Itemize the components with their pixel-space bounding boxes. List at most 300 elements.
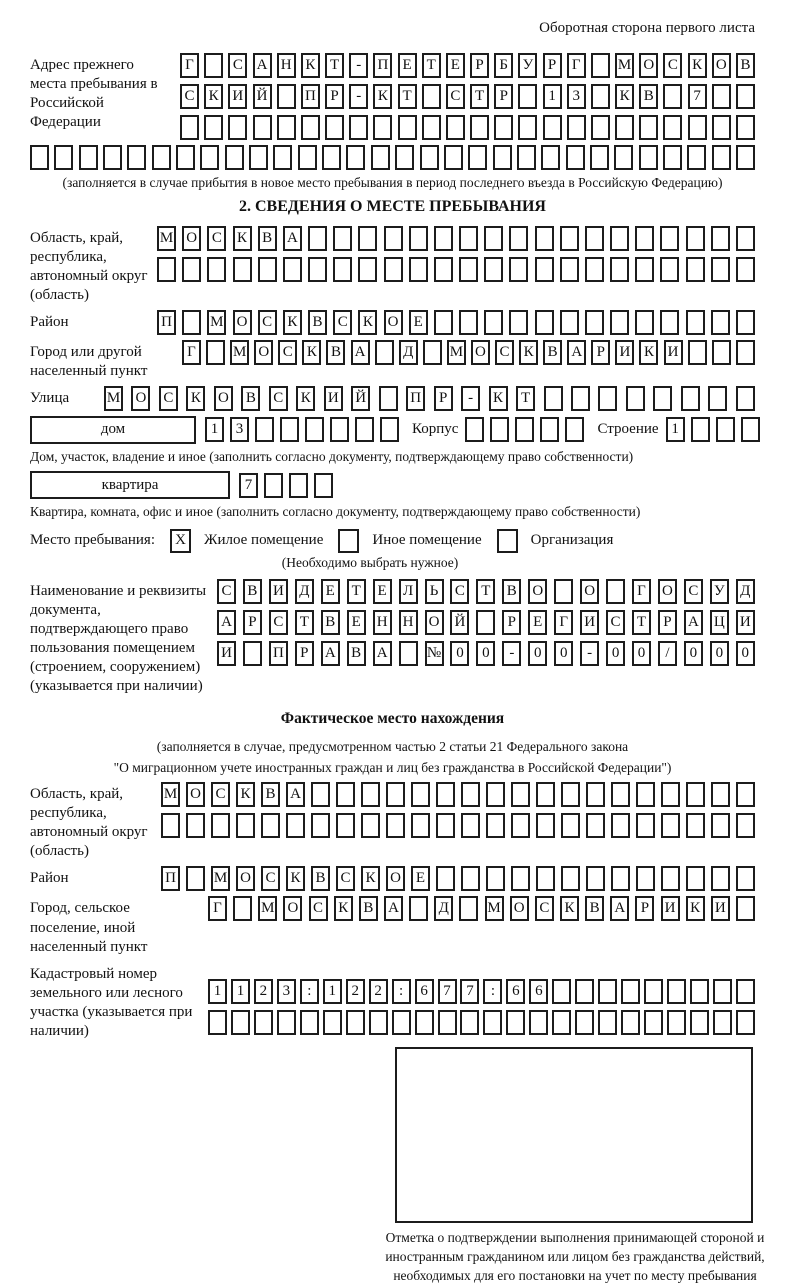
char-cell: [506, 1010, 525, 1035]
char-cell: Р: [434, 386, 453, 411]
char-cell: О: [639, 53, 658, 78]
char-cell: [691, 417, 710, 442]
char-cell: С: [261, 866, 280, 891]
char-cell: [273, 145, 292, 170]
char-cell: [644, 979, 663, 1004]
char-cell: [690, 1010, 709, 1035]
char-cell: С: [269, 610, 288, 635]
char-cell: А: [217, 610, 236, 635]
char-cell: 7: [460, 979, 479, 1004]
char-cell: С: [606, 610, 625, 635]
char-cell: [386, 782, 405, 807]
char-cell: [636, 866, 655, 891]
char-cell: [712, 340, 731, 365]
char-cell: [415, 1010, 434, 1035]
char-cell: [661, 866, 680, 891]
char-cell: В: [308, 310, 327, 335]
char-cell: [207, 257, 226, 282]
char-cell: [243, 641, 262, 666]
char-cell: И: [228, 84, 247, 109]
stay-option-residential-label: Жилое помещение: [204, 532, 324, 549]
char-cell: Г: [554, 610, 573, 635]
district-label: Район: [30, 313, 69, 330]
char-cell: [486, 813, 505, 838]
document-rows: [217, 579, 755, 666]
korpus-label: Корпус: [412, 421, 459, 438]
char-cell: М: [258, 896, 277, 921]
char-cell: О: [712, 53, 731, 78]
char-cell: [446, 115, 465, 140]
char-cell: [598, 1010, 617, 1035]
char-cell: [264, 473, 283, 498]
char-cell: А: [253, 53, 272, 78]
char-cell: К: [296, 386, 315, 411]
char-cell: [54, 145, 73, 170]
char-cell: [355, 417, 374, 442]
char-cell: [204, 115, 223, 140]
char-cell: [358, 257, 377, 282]
char-cell: [409, 226, 428, 251]
char-cell: А: [321, 641, 340, 666]
char-cell: [509, 310, 528, 335]
char-cell: -: [502, 641, 521, 666]
char-cell: М: [104, 386, 123, 411]
char-cell: [575, 1010, 594, 1035]
char-cell: О: [233, 310, 252, 335]
apartment-box: квартира: [30, 471, 230, 499]
char-cell: С: [535, 896, 554, 921]
char-cell: [621, 979, 640, 1004]
char-cell: [493, 145, 512, 170]
char-cell: М: [161, 782, 180, 807]
checkbox-organization[interactable]: [497, 529, 518, 553]
char-cell: А: [373, 641, 392, 666]
char-cell: [681, 386, 700, 411]
char-cell: [460, 1010, 479, 1035]
char-cell: 3: [567, 84, 586, 109]
char-cell: П: [406, 386, 425, 411]
char-cell: [736, 979, 755, 1004]
char-cell: [204, 53, 223, 78]
char-cell: [311, 782, 330, 807]
char-cell: 1: [543, 84, 562, 109]
char-cell: [438, 1010, 457, 1035]
actual-region-label: Область, край, республика, автономный округ (область): [30, 786, 148, 860]
char-cell: Е: [411, 866, 430, 891]
char-cell: [461, 866, 480, 891]
char-cell: [423, 340, 442, 365]
char-cell: С: [684, 579, 703, 604]
char-cell: [566, 145, 585, 170]
char-cell: [591, 115, 610, 140]
char-cell: 6: [415, 979, 434, 1004]
char-cell: [436, 866, 455, 891]
char-cell: [614, 145, 633, 170]
char-cell: 6: [506, 979, 525, 1004]
actual-city-label: Город, сельское поселение, иной населенный пункт: [30, 900, 148, 955]
char-cell: [736, 782, 755, 807]
char-cell: [346, 145, 365, 170]
char-cell: Т: [632, 610, 651, 635]
char-cell: И: [736, 610, 755, 635]
char-cell: И: [664, 340, 683, 365]
char-cell: [585, 310, 604, 335]
char-cell: [561, 782, 580, 807]
prev-address-overflow-row: [30, 145, 755, 170]
char-cell: В: [639, 84, 658, 109]
char-cell: [323, 1010, 342, 1035]
char-cell: С: [336, 866, 355, 891]
char-cell: [591, 84, 610, 109]
char-cell: В: [258, 226, 277, 251]
char-cell: 1: [231, 979, 250, 1004]
char-cell: [349, 115, 368, 140]
char-cell: [736, 84, 755, 109]
char-cell: К: [186, 386, 205, 411]
char-cell: [225, 145, 244, 170]
char-cell: [713, 1010, 732, 1035]
char-cell: [434, 310, 453, 335]
char-cell: [711, 866, 730, 891]
char-cell: Й: [351, 386, 370, 411]
char-cell: В: [543, 340, 562, 365]
stay-type-note: (Необходимо выбрать нужное): [281, 554, 459, 570]
char-cell: [231, 1010, 250, 1035]
char-cell: [494, 115, 513, 140]
char-cell: [561, 866, 580, 891]
apartment-cells: [239, 473, 333, 498]
char-cell: [688, 340, 707, 365]
document-label: Наименование и реквизиты документа, подтверждающего право пользования помещением (строением, сооружением) (указывается при наличии): [30, 582, 207, 695]
cadastral-block: [30, 962, 755, 1041]
char-cell: К: [688, 53, 707, 78]
actual-location-note-1: (заполняется в случае, предусмотренном частью 2 статьи 21 Федерального закона: [156, 739, 629, 755]
char-cell: [157, 257, 176, 282]
char-cell: Г: [180, 53, 199, 78]
char-cell: Н: [373, 610, 392, 635]
char-cell: [380, 417, 399, 442]
confirmation-caption: Отметка о подтверждении выполнения принимающей стороной и иностранным гражданином или лицом без гражданства действий, необходимых для его постановки на учет по месту пребывания: [385, 1229, 765, 1283]
char-cell: [711, 813, 730, 838]
char-cell: 0: [736, 641, 755, 666]
char-cell: С: [228, 53, 247, 78]
char-cell: [286, 813, 305, 838]
char-cell: [635, 310, 654, 335]
char-cell: [711, 226, 730, 251]
char-cell: [653, 386, 672, 411]
char-cell: [660, 310, 679, 335]
char-cell: [258, 257, 277, 282]
char-cell: [420, 145, 439, 170]
char-cell: [358, 226, 377, 251]
char-cell: О: [186, 782, 205, 807]
char-cell: [713, 979, 732, 1004]
char-row: [180, 115, 755, 140]
char-cell: [228, 115, 247, 140]
char-cell: [509, 257, 528, 282]
char-cell: [552, 1010, 571, 1035]
prev-address-rows: [180, 53, 755, 140]
char-cell: [444, 145, 463, 170]
char-cell: [736, 226, 755, 251]
char-cell: Е: [347, 610, 366, 635]
char-cell: [736, 1010, 755, 1035]
char-row: [161, 866, 755, 891]
char-cell: [308, 257, 327, 282]
char-cell: К: [286, 866, 305, 891]
char-cell: Р: [658, 610, 677, 635]
char-cell: 0: [710, 641, 729, 666]
char-cell: А: [384, 896, 403, 921]
char-cell: Т: [347, 579, 366, 604]
char-cell: Е: [321, 579, 340, 604]
char-cell: [712, 84, 731, 109]
char-cell: :: [300, 979, 319, 1004]
char-cell: 0: [606, 641, 625, 666]
char-cell: [186, 866, 205, 891]
house-row: [30, 416, 755, 444]
char-cell: [461, 782, 480, 807]
char-cell: [565, 417, 584, 442]
char-cell: Д: [295, 579, 314, 604]
char-cell: Е: [373, 579, 392, 604]
char-cell: Г: [208, 896, 227, 921]
char-cell: К: [302, 340, 321, 365]
char-cell: [606, 579, 625, 604]
char-cell: [536, 813, 555, 838]
char-cell: [336, 782, 355, 807]
char-cell: 7: [438, 979, 457, 1004]
city-block: [30, 340, 755, 381]
char-cell: О: [214, 386, 233, 411]
checkbox-other-premises[interactable]: [338, 529, 359, 553]
char-cell: [459, 896, 478, 921]
char-cell: [434, 257, 453, 282]
char-cell: [280, 417, 299, 442]
char-cell: 2: [254, 979, 273, 1004]
char-cell: :: [483, 979, 502, 1004]
char-cell: В: [311, 866, 330, 891]
char-cell: О: [254, 340, 273, 365]
char-cell: [277, 84, 296, 109]
char-cell: [511, 782, 530, 807]
char-cell: С: [159, 386, 178, 411]
char-cell: Й: [450, 610, 469, 635]
char-cell: [511, 866, 530, 891]
char-cell: [736, 813, 755, 838]
char-cell: [661, 813, 680, 838]
char-cell: [711, 257, 730, 282]
char-cell: К: [283, 310, 302, 335]
char-cell: [536, 866, 555, 891]
char-cell: С: [450, 579, 469, 604]
char-cell: [626, 386, 645, 411]
char-cell: [395, 145, 414, 170]
stroenie-label: Строение: [597, 421, 659, 438]
char-cell: [585, 257, 604, 282]
char-cell: [736, 257, 755, 282]
city-label: Город или другой населенный пункт: [30, 343, 148, 379]
char-cell: С: [180, 84, 199, 109]
char-cell: 1: [208, 979, 227, 1004]
char-cell: [336, 813, 355, 838]
char-cell: 1: [205, 417, 224, 442]
prev-address-label: Адрес прежнего места пребывания в Российской Федерации: [30, 57, 158, 131]
char-cell: О: [580, 579, 599, 604]
char-cell: [384, 257, 403, 282]
page-corner-note: Оборотная сторона первого листа: [539, 20, 755, 36]
char-cell: [305, 417, 324, 442]
char-cell: 7: [688, 84, 707, 109]
char-cell: С: [446, 84, 465, 109]
street-block: [30, 386, 755, 411]
actual-location-note-2: "О миграционном учете иностранных граждан и лиц без гражданства в Российской Федерации"): [113, 759, 672, 775]
char-cell: [712, 115, 731, 140]
char-cell: [490, 417, 509, 442]
char-cell: [182, 310, 201, 335]
char-cell: И: [580, 610, 599, 635]
char-cell: [399, 641, 418, 666]
char-cell: [436, 782, 455, 807]
apartment-note: Квартира, комната, офис и иное (заполнить согласно документу, подтверждающему право собственности): [30, 504, 641, 520]
char-cell: [686, 310, 705, 335]
char-cell: [486, 782, 505, 807]
char-cell: [379, 386, 398, 411]
char-cell: [486, 866, 505, 891]
char-cell: К: [639, 340, 658, 365]
char-cell: :: [392, 979, 411, 1004]
char-cell: [371, 145, 390, 170]
char-cell: [708, 386, 727, 411]
char-cell: [636, 782, 655, 807]
char-cell: [254, 1010, 273, 1035]
char-cell: [686, 782, 705, 807]
char-cell: [103, 145, 122, 170]
char-cell: [79, 145, 98, 170]
char-cell: [308, 226, 327, 251]
char-cell: И: [615, 340, 634, 365]
char-cell: С: [309, 896, 328, 921]
stay-option-other-label: Иное помещение: [372, 532, 482, 549]
char-cell: У: [518, 53, 537, 78]
house-cells: [205, 417, 399, 442]
char-cell: Б: [494, 53, 513, 78]
char-row: [161, 813, 755, 838]
char-cell: [325, 115, 344, 140]
char-cell: К: [686, 896, 705, 921]
char-cell: [236, 813, 255, 838]
char-cell: П: [157, 310, 176, 335]
char-cell: [152, 145, 171, 170]
char-cell: [233, 896, 252, 921]
char-cell: [373, 115, 392, 140]
char-cell: [741, 417, 760, 442]
char-cell: Е: [446, 53, 465, 78]
char-cell: [206, 340, 225, 365]
char-cell: [518, 115, 537, 140]
char-cell: О: [384, 310, 403, 335]
char-cell: С: [217, 579, 236, 604]
char-cell: Ь: [425, 579, 444, 604]
char-cell: [289, 473, 308, 498]
char-cell: [660, 226, 679, 251]
char-cell: Т: [325, 53, 344, 78]
char-cell: Е: [398, 53, 417, 78]
char-cell: 0: [450, 641, 469, 666]
char-cell: [554, 579, 573, 604]
char-cell: -: [580, 641, 599, 666]
char-cell: [663, 145, 682, 170]
actual-city-block: [30, 896, 755, 956]
char-cell: К: [301, 53, 320, 78]
char-cell: А: [567, 340, 586, 365]
char-cell: Д: [736, 579, 755, 604]
char-cell: 0: [476, 641, 495, 666]
char-cell: П: [161, 866, 180, 891]
region-block: [30, 226, 755, 305]
char-cell: О: [131, 386, 150, 411]
char-cell: Р: [494, 84, 513, 109]
char-cell: С: [269, 386, 288, 411]
char-cell: К: [373, 84, 392, 109]
char-cell: [411, 813, 430, 838]
char-cell: [233, 257, 252, 282]
checkbox-residential[interactable]: X: [170, 529, 191, 553]
char-row: [208, 979, 755, 1004]
char-cell: Т: [422, 53, 441, 78]
char-cell: И: [711, 896, 730, 921]
char-cell: [253, 115, 272, 140]
char-cell: -: [349, 53, 368, 78]
char-cell: 0: [528, 641, 547, 666]
char-cell: [459, 310, 478, 335]
char-cell: 2: [369, 979, 388, 1004]
char-cell: -: [349, 84, 368, 109]
char-cell: [511, 813, 530, 838]
char-cell: 0: [554, 641, 573, 666]
char-cell: 6: [529, 979, 548, 1004]
char-cell: [422, 115, 441, 140]
char-row: [208, 896, 755, 921]
char-cell: 0: [684, 641, 703, 666]
char-cell: Н: [277, 53, 296, 78]
char-cell: [543, 115, 562, 140]
char-cell: О: [236, 866, 255, 891]
char-cell: /: [658, 641, 677, 666]
char-cell: [615, 115, 634, 140]
char-cell: [517, 145, 536, 170]
char-cell: О: [471, 340, 490, 365]
char-cell: П: [269, 641, 288, 666]
char-cell: [361, 782, 380, 807]
char-cell: [176, 145, 195, 170]
char-cell: [484, 310, 503, 335]
char-cell: [686, 226, 705, 251]
street-label: Улица: [30, 389, 70, 406]
char-row: [104, 386, 755, 411]
char-cell: [686, 866, 705, 891]
char-cell: Т: [516, 386, 535, 411]
char-cell: [687, 145, 706, 170]
char-cell: Т: [398, 84, 417, 109]
char-cell: В: [585, 896, 604, 921]
char-cell: 3: [277, 979, 296, 1004]
char-cell: [635, 257, 654, 282]
district-block: [30, 310, 755, 335]
char-cell: Г: [182, 340, 201, 365]
char-cell: Г: [632, 579, 651, 604]
char-cell: Р: [543, 53, 562, 78]
